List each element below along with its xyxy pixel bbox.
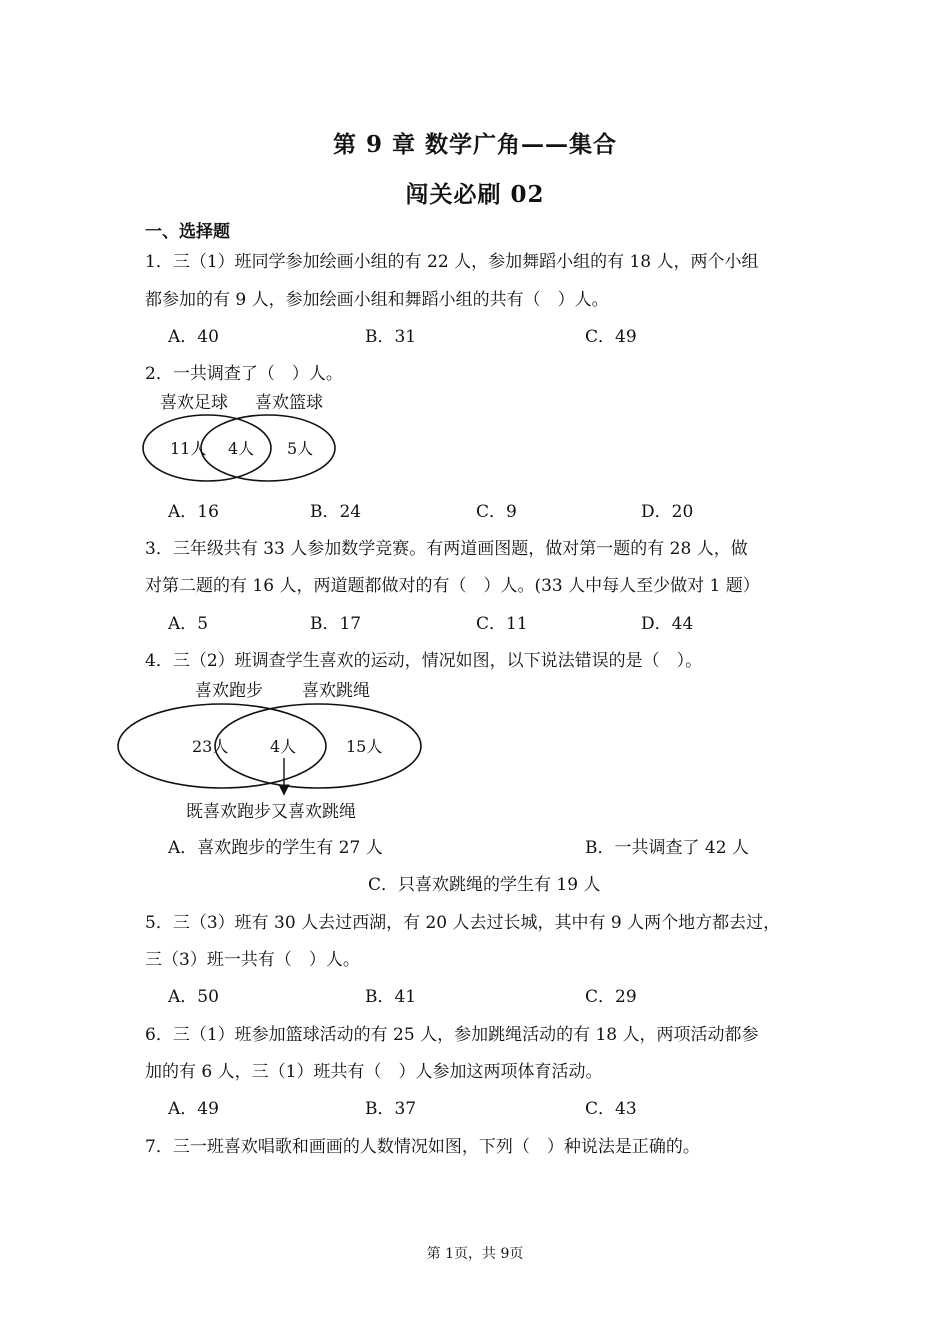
q4-venn-diagram (110, 672, 440, 832)
q1-text-line2: 都参加的有 9 人，参加绘画小组和舞蹈小组的共有（ ）人。 (145, 290, 609, 310)
q4-venn-middle-value: 4人 (270, 737, 297, 756)
q3-option-b: B．17 (310, 614, 362, 634)
q2-option-b: B．24 (310, 502, 362, 522)
q1-option-c: C．49 (585, 327, 637, 347)
q2-venn-right-circle (201, 415, 335, 481)
chapter-title: 第 9 章 数学广角——集合 (332, 131, 618, 158)
q2-venn-right-label: 喜欢篮球 (255, 393, 323, 413)
q5-option-b: B．41 (365, 987, 417, 1007)
q5-option-a: A．50 (168, 987, 219, 1007)
q4-option-b: B．一共调查了 42 人 (585, 838, 749, 858)
q4-venn-left-label: 喜欢跑步 (195, 681, 263, 701)
page-footer: 第 1页，共 9页 (426, 1246, 524, 1262)
q2-venn-left-value: 11人 (170, 439, 207, 458)
q3-option-d: D．44 (641, 614, 694, 634)
q4-option-c: C．只喜欢跳绳的学生有 19 人 (368, 875, 601, 895)
q1-option-b: B．31 (365, 327, 417, 347)
q6-option-a: A．49 (168, 1099, 219, 1119)
q2-venn-right-value: 5人 (287, 439, 314, 458)
q1-text-line1: 1．三（1）班同学参加绘画小组的有 22 人，参加舞蹈小组的有 18 人，两个小组 (145, 252, 759, 272)
q4-venn-right-circle (215, 704, 421, 788)
q4-venn-right-value: 15人 (346, 737, 383, 756)
q3-text-line1: 3．三年级共有 33 人参加数学竞赛。有两道画图题，做对第一题的有 28 人，做 (145, 539, 748, 559)
q6-option-b: B．37 (365, 1099, 417, 1119)
q4-venn-arrow-label: 既喜欢跑步又喜欢跳绳 (186, 802, 356, 822)
q5-text-line2: 三（3）班一共有（ ）人。 (145, 950, 360, 970)
q6-text-line2: 加的有 6 人，三（1）班共有（ ）人参加这两项体育活动。 (145, 1062, 603, 1082)
q4-option-a: A．喜欢跑步的学生有 27 人 (168, 838, 383, 858)
q5-option-c: C．29 (585, 987, 637, 1007)
worksheet-subtitle: 闯关必刷 02 (405, 181, 545, 208)
q7-text-line1: 7．三一班喜欢唱歌和画画的人数情况如图，下列（ ）种说法是正确的。 (145, 1137, 700, 1157)
q2-option-c: C．9 (476, 502, 517, 522)
q2-venn-middle-value: 4人 (228, 439, 255, 458)
q2-venn-left-label: 喜欢足球 (160, 393, 228, 413)
q2-option-a: A．16 (168, 502, 219, 522)
q3-option-c: C．11 (476, 614, 528, 634)
q6-text-line1: 6．三（1）班参加篮球活动的有 25 人，参加跳绳活动的有 18 人，两项活动都参 (145, 1025, 759, 1045)
q6-option-c: C．43 (585, 1099, 637, 1119)
q5-text-line1: 5．三（3）班有 30 人去过西湖，有 20 人去过长城，其中有 9 人两个地方都去过， (145, 913, 781, 933)
q4-text-line1: 4．三（2）班调查学生喜欢的运动，情况如图，以下说法错误的是（ ）。 (145, 651, 703, 671)
section-heading: 一、选择题 (145, 222, 230, 242)
q2-option-d: D．20 (641, 502, 694, 522)
q1-option-a: A．40 (168, 327, 219, 347)
q2-text-line1: 2．一共调查了（ ）人。 (145, 364, 343, 384)
q3-option-a: A．5 (168, 614, 209, 634)
q4-venn-left-value: 23人 (192, 737, 229, 756)
q2-venn-diagram (135, 385, 355, 490)
q4-venn-right-label: 喜欢跳绳 (302, 681, 370, 701)
q3-text-line2: 对第二题的有 16 人，两道题都做对的有（ ）人。(33 人中每人至少做对 1 题） (145, 576, 760, 596)
